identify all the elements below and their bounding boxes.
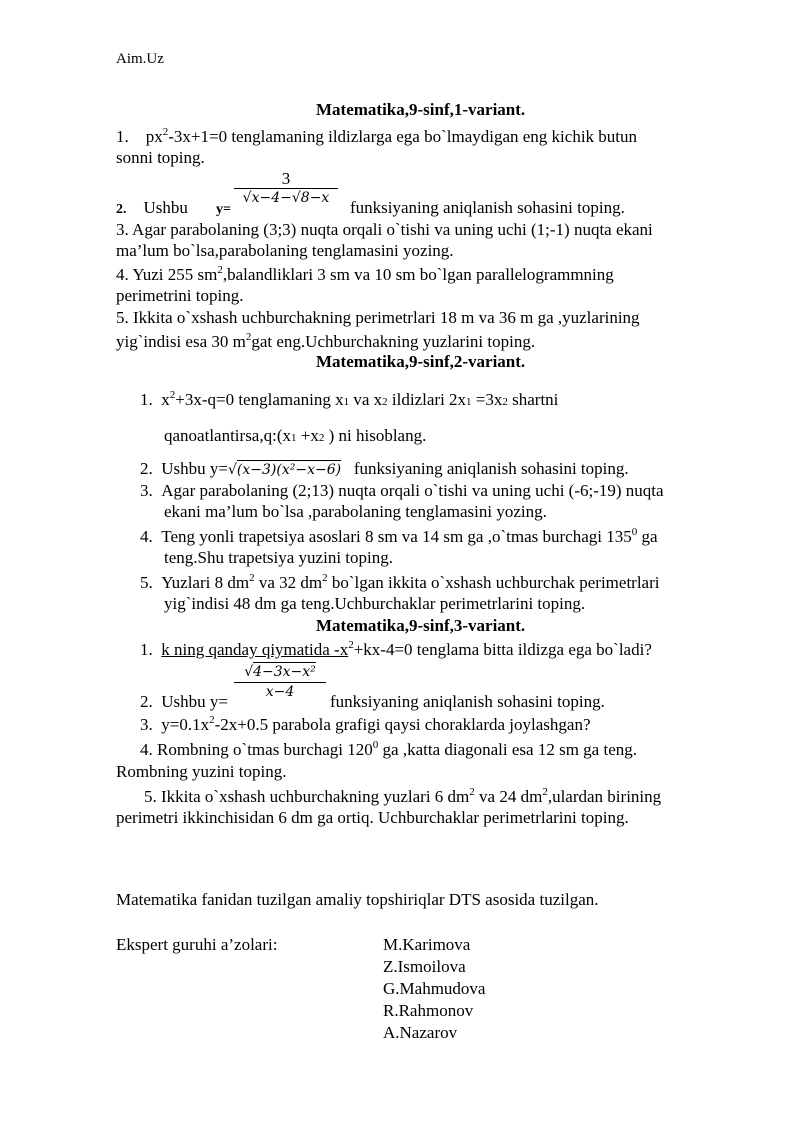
- v2-question-2: 2. Ushbu y=√(x−3)(x²−x−6) funksiyaning aniqlanish sohasini toping.: [140, 459, 629, 478]
- v2-question-1-cont: qanoatlantirsa,q:(x1 +x2 ) ni hisoblang.: [164, 426, 427, 445]
- v2-question-5: 5. Yuzlari 8 $dm^2$ va 32 $dm^2$ bo`lgan ikkita o`xshash uchburchak perimetrlari: [140, 572, 660, 592]
- variant-3-title: Matematika,9-sinf,3-variant.: [316, 616, 526, 635]
- experts-label: Ekspert guruhi a’zolari:: [116, 935, 278, 954]
- v2-question-1: 1. $x^2+3x-q=0$ tenglamaning x1 va x2 ildizlari 2x1 =3x2 shartni: [140, 389, 559, 409]
- v3-q2-post: funksiyaning aniqlanish sohasini toping.: [330, 692, 605, 711]
- v1-question-5: 5. Ikkita o`xshash uchburchakning perimetrlari 18 m va 36 m ga ,yuzlarining: [116, 308, 640, 327]
- v1-question-4: 4. Yuzi 255 $sm^2,balandliklari$ 3 sm va 10 sm bo`lgan parallelogrammning: [116, 264, 614, 284]
- v1-question-5-cont: yig`indisi esa 30 $m^2gat$ eng.Uchburchakning yuzlarini toping.: [116, 331, 536, 351]
- v1-q2-post: funksiyaning aniqlanish sohasini toping.: [350, 198, 625, 217]
- expert-name: R.Rahmonov: [383, 1001, 474, 1020]
- v3-question-5: 5. Ikkita o`xshash uchburchakning yuzlari 6 $dm^2$ va 24 $dm^2,ulardan$ birining: [144, 786, 662, 806]
- v1-question-1-cont: sonni toping.: [116, 148, 205, 167]
- v3-question-1: 1. k ning qanday qiymatida $-x^2+kx-4=0$ tenglama bitta ildizga ega bo`ladi?: [140, 639, 652, 659]
- site-header: Aim.Uz: [116, 51, 164, 67]
- v3-question-4: 4. Rombning o`tmas burchagi $120^0$ ga ,katta diagonali esa 12 sm ga teng.: [140, 739, 637, 759]
- v1-q2-fraction: 3 √x−4−√8−x: [234, 169, 338, 208]
- expert-name: Z.Ismoilova: [383, 957, 466, 976]
- v2-question-3-cont: ekani ma’lum bo`lsa ,parabolaning tenglamasini yozing.: [164, 502, 547, 521]
- v3-question-5-cont: perimetri ikkinchisidan 6 dm ga ortiq. Uchburchaklar perimetrlarini toping.: [116, 808, 629, 827]
- v1-question-4-cont: perimetrini toping.: [116, 286, 244, 305]
- expert-name: M.Karimova: [383, 935, 471, 954]
- v2-question-4-cont: teng.Shu trapetsiya yuzini toping.: [164, 548, 393, 567]
- v3-question-3: 3. $y=0.1x^2-2x+0.5$ parabola grafigi qaysi choraklarda joylashgan?: [140, 714, 591, 734]
- v3-q2-fraction: $\frac{\text{√4−3x−x²}}{x-4}$: [234, 663, 326, 702]
- v1-question-2: 2. Ushbu: [116, 198, 188, 217]
- v3-question-4-cont: Rombning yuzini toping.: [116, 762, 287, 781]
- expert-name: G.Mahmudova: [383, 979, 486, 998]
- v1-q2-y: y=: [216, 202, 231, 217]
- expert-name: A.Nazarov: [383, 1023, 458, 1042]
- footer-note: Matematika fanidan tuzilgan amaliy topshiriqlar DTS asosida tuzilgan.: [116, 890, 599, 909]
- v3-question-2: 2. Ushbu y=: [140, 692, 228, 711]
- variant-2-title: Matematika,9-sinf,2-variant.: [316, 352, 526, 371]
- v1-question-1: 1. $px^2-3x+1=0$ tenglamaning ildizlarga ega bo`lmaydigan eng kichik butun: [116, 126, 638, 146]
- v1-question-3-cont: ma’lum bo`lsa,parabolaning tenglamasini yozing.: [116, 241, 454, 260]
- v1-question-3: 3. Agar parabolaning (3;3) nuqta orqali o`tishi va uning uchi (1;-1) nuqta ekani: [116, 220, 653, 239]
- v2-question-3: 3. Agar parabolaning (2;13) nuqta orqali o`tishi va uning uchi (-6;-19) nuqta: [140, 481, 664, 500]
- variant-1-title: Matematika,9-sinf,1-variant.: [316, 100, 526, 119]
- v2-question-4: 4. Teng yonli trapetsiya asoslari 8 sm va 14 sm ga ,o`tmas burchagi $135^0$ ga: [140, 526, 658, 546]
- v2-question-5-cont: yig`indisi 48 dm ga teng.Uchburchaklar perimetrlarini toping.: [164, 594, 586, 613]
